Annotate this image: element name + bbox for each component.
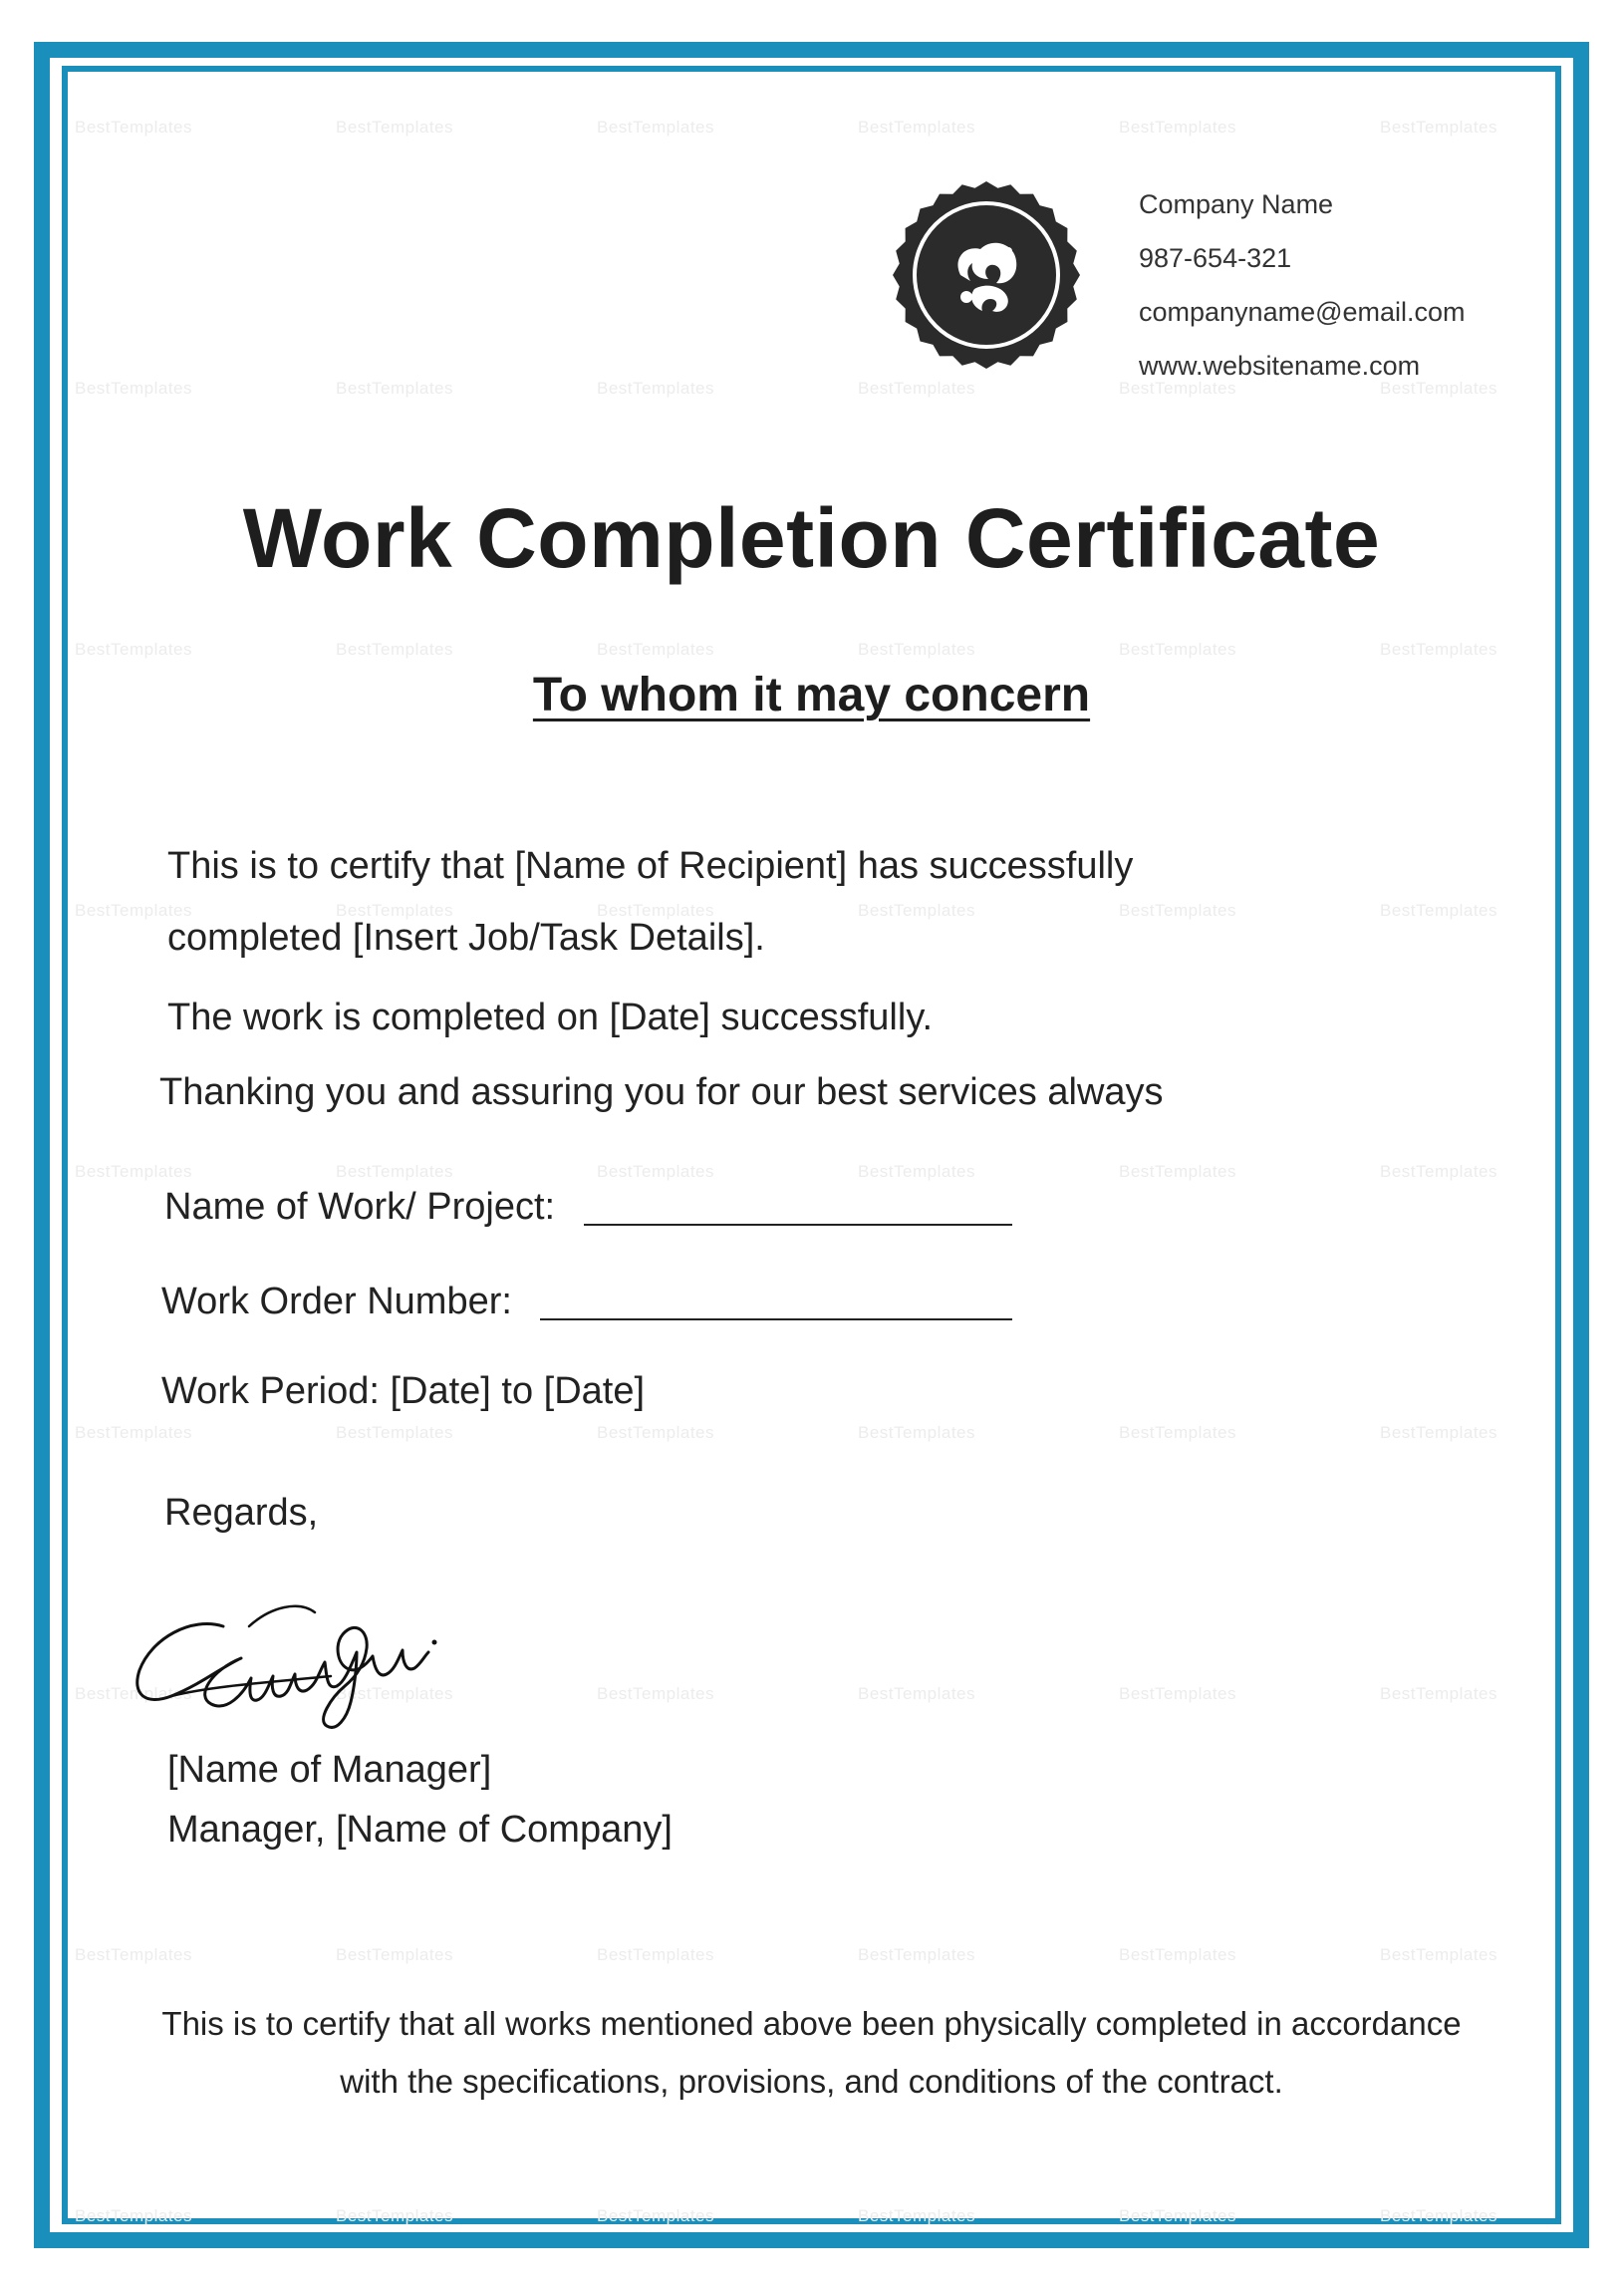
work-period: Work Period: [Date] to [Date] [161, 1370, 646, 1412]
watermark-text: BestTemplates [336, 1945, 453, 1964]
body-line-1: This is to certify that [Name of Recipient] has successfully [167, 845, 1134, 887]
watermark-text: BestTemplates [597, 2206, 714, 2225]
watermark-text: BestTemplates [1380, 2206, 1497, 2225]
manager-name: [Name of Manager] [167, 1749, 492, 1791]
watermark-text: BestTemplates [336, 2206, 453, 2225]
project-label: Name of Work/ Project: [164, 1186, 556, 1228]
watermark-text: BestTemplates [597, 118, 714, 137]
watermark-text: BestTemplates [75, 1423, 192, 1442]
watermark-text: BestTemplates [1119, 901, 1236, 920]
watermark-text: BestTemplates [1119, 1423, 1236, 1442]
body-line-3: The work is completed on [Date] successfully. [167, 997, 934, 1038]
watermark-text: BestTemplates [1380, 1162, 1497, 1181]
watermark-text: BestTemplates [1380, 901, 1497, 920]
manager-title: Manager, [Name of Company] [167, 1809, 673, 1851]
signature-image [132, 1586, 470, 1746]
watermark-text: BestTemplates [597, 1945, 714, 1964]
watermark-text: BestTemplates [1119, 118, 1236, 137]
watermark-text: BestTemplates [336, 1162, 453, 1181]
watermark-text: BestTemplates [858, 118, 975, 137]
company-email: companyname@email.com [1139, 297, 1466, 327]
watermark-text: BestTemplates [1119, 1162, 1236, 1181]
watermark-text: BestTemplates [858, 640, 975, 659]
watermark-text: BestTemplates [597, 1423, 714, 1442]
certificate-title: Work Completion Certificate [242, 491, 1381, 585]
company-phone: 987-654-321 [1139, 243, 1292, 273]
watermark-text: BestTemplates [75, 379, 192, 398]
watermark-text: BestTemplates [336, 640, 453, 659]
watermark-text: BestTemplates [1380, 640, 1497, 659]
watermark-text: BestTemplates [858, 1684, 975, 1703]
project-blank-line [584, 1224, 1012, 1226]
watermark-text: BestTemplates [75, 1162, 192, 1181]
watermark-text: BestTemplates [1119, 379, 1236, 398]
body-line-4: Thanking you and assuring you for our best services always [159, 1071, 1164, 1113]
watermark-text: BestTemplates [597, 901, 714, 920]
footer-line-1: This is to certify that all works mentioned above been physically completed in accordance [161, 2005, 1462, 2042]
watermark-text: BestTemplates [336, 901, 453, 920]
watermark-text: BestTemplates [1380, 1423, 1497, 1442]
watermark-text: BestTemplates [75, 2206, 192, 2225]
watermark-text: BestTemplates [597, 1684, 714, 1703]
regards-text: Regards, [164, 1492, 319, 1534]
watermark-text: BestTemplates [858, 901, 975, 920]
watermark-text: BestTemplates [1119, 1684, 1236, 1703]
watermark-text: BestTemplates [75, 640, 192, 659]
watermark-text: BestTemplates [1380, 379, 1497, 398]
watermark-text: BestTemplates [75, 118, 192, 137]
company-info [1139, 177, 1466, 393]
certificate-subtitle [0, 668, 1623, 722]
watermark-text: BestTemplates [1119, 1945, 1236, 1964]
watermark-text: BestTemplates [858, 1945, 975, 1964]
watermark-text: BestTemplates [75, 1945, 192, 1964]
watermark-text: BestTemplates [597, 1162, 714, 1181]
watermark-text: BestTemplates [1380, 1945, 1497, 1964]
watermark-text: BestTemplates [597, 640, 714, 659]
watermark-text: BestTemplates [336, 1423, 453, 1442]
body-line-2: completed [Insert Job/Task Details]. [167, 917, 765, 959]
watermark-text: BestTemplates [1119, 640, 1236, 659]
watermark-text: BestTemplates [1380, 118, 1497, 137]
footer-line-2: with the specifications, provisions, and conditions of the contract. [340, 2063, 1283, 2100]
subtitle-text: To whom it may concern [532, 669, 1091, 721]
watermark-text: BestTemplates [75, 901, 192, 920]
watermark-text: BestTemplates [858, 1423, 975, 1442]
work-order-label: Work Order Number: [161, 1281, 512, 1322]
work-order-blank-line [540, 1318, 1012, 1320]
watermark-text: BestTemplates [75, 1684, 192, 1703]
watermark-text: BestTemplates [858, 1162, 975, 1181]
watermark-text: BestTemplates [858, 2206, 975, 2225]
watermark-text: BestTemplates [336, 118, 453, 137]
watermark-text: BestTemplates [597, 379, 714, 398]
company-website: www.websitename.com [1139, 351, 1421, 381]
company-seal-logo [891, 179, 1082, 371]
watermark-text: BestTemplates [336, 1684, 453, 1703]
watermark-text: BestTemplates [858, 379, 975, 398]
company-name: Company Name [1139, 189, 1334, 219]
watermark-text: BestTemplates [336, 379, 453, 398]
watermark-text: BestTemplates [1119, 2206, 1236, 2225]
watermark-text: BestTemplates [1380, 1684, 1497, 1703]
